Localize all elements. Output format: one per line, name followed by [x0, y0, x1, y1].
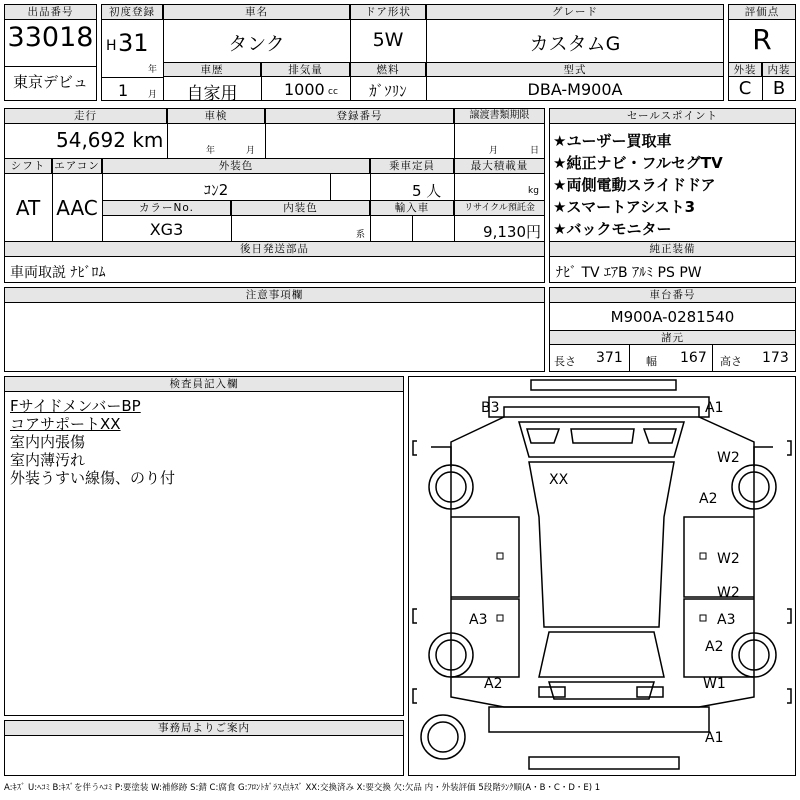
- inspector-note: 室内薄汚れ: [10, 451, 86, 469]
- chassis-label: 車台番号: [549, 287, 796, 303]
- debut-text: 東京デビュ: [12, 73, 88, 91]
- displacement-unit: cc: [328, 87, 338, 97]
- fuel-label: 燃料: [350, 62, 426, 77]
- transfer-day-unit: 日: [530, 146, 540, 156]
- era: H: [106, 38, 117, 54]
- ext-label: 外装: [728, 62, 762, 77]
- car-name: タンク: [228, 33, 285, 55]
- height: 173: [762, 350, 789, 366]
- damage-mark: A1: [705, 400, 724, 416]
- ext-color: ｺﾝ2: [203, 181, 229, 199]
- model: DBA-M900A: [527, 80, 623, 99]
- damage-mark: A2: [484, 676, 503, 692]
- damage-mark: W2: [717, 585, 740, 601]
- width-label: 幅: [646, 355, 657, 368]
- sales-point: ★バックモニター: [553, 220, 672, 238]
- damage-mark: W2: [717, 450, 740, 466]
- damage-mark: A1: [705, 730, 724, 746]
- dims-label: 諸元: [549, 330, 796, 345]
- int-label: 内装: [762, 62, 796, 77]
- import-label: 輸入車: [370, 200, 454, 216]
- recycle-label: リサイクル預託金: [454, 200, 545, 216]
- car-name-label: 車名: [163, 4, 350, 20]
- legend-text: A:ｷｽﾞ U:ﾍｺﾐ B:ｷｽﾞを伴うﾍｺﾐ P:要塗装 W:補修跡 S:錆 C:腐食 G:ﾌﾛﾝﾄｶﾞﾗｽ点ｷｽﾞ XX:交換済み X:要交換 欠:欠品 内・外装評価 5段階ﾗﾝｸ順(A・B・C・D・E) 1: [4, 783, 601, 793]
- equipment: ﾅﾋﾞ TV ｴｱB ｱﾙﾐ PS PW: [556, 265, 702, 281]
- length-label: 長さ: [554, 355, 576, 368]
- inspector-label: 検査員記入欄: [4, 376, 404, 392]
- score: R: [752, 23, 772, 56]
- inspector-note: コアサポートXX: [10, 415, 121, 433]
- ac-type: AAC: [56, 196, 98, 220]
- chassis-number: M900A-0281540: [610, 308, 735, 326]
- damage-mark: A2: [699, 491, 718, 507]
- ext-color-label: 外装色: [102, 158, 370, 174]
- insp-month-unit: 月: [246, 146, 256, 156]
- transfer-label: 譲渡書類期限: [454, 108, 545, 124]
- inspector-note: 外装うすい線傷、のり付: [10, 469, 176, 487]
- history: 自家用: [186, 84, 238, 104]
- notes-label: 注意事項欄: [4, 287, 545, 303]
- sales-point: ★ユーザー買取車: [553, 132, 672, 150]
- shift-label: シフト: [4, 158, 52, 174]
- mileage: 54,692 km: [56, 128, 164, 152]
- height-label: 高さ: [720, 355, 742, 368]
- later-parts-label: 後日発送部品: [4, 241, 545, 257]
- reg-year: 31: [118, 29, 149, 57]
- load-label: 最大積載量: [454, 158, 545, 174]
- office-label: 事務局よりご案内: [4, 720, 404, 736]
- first-reg-label: 初度登録: [101, 4, 163, 20]
- damage-mark: A3: [469, 612, 488, 628]
- damage-mark: XX: [549, 472, 569, 488]
- score-label: 評価点: [728, 4, 796, 20]
- damage-mark: A2: [705, 639, 724, 655]
- displacement: 1000: [284, 80, 325, 99]
- width: 167: [680, 350, 707, 366]
- year-unit: 年: [148, 65, 158, 75]
- model-label: 型式: [426, 62, 724, 77]
- inspector-note: FサイドメンバーBP: [10, 397, 141, 415]
- car-diagram: [408, 376, 796, 776]
- reg-month: 1: [118, 81, 129, 100]
- int-color-unit: 系: [356, 230, 366, 240]
- damage-mark: B3: [481, 400, 500, 416]
- capacity-label: 乗車定員: [370, 158, 454, 174]
- color-no-label: カラーNo.: [102, 200, 231, 216]
- damage-mark: W1: [703, 676, 726, 692]
- int-color-label: 内装色: [231, 200, 370, 216]
- color-no: XG3: [149, 220, 184, 239]
- inspection-label: 車検: [167, 108, 265, 124]
- equip-label: 純正装備: [549, 241, 796, 257]
- load-unit: kg: [528, 186, 539, 196]
- insp-year-unit: 年: [206, 146, 216, 156]
- shift: AT: [15, 196, 41, 220]
- door-type: 5W: [372, 29, 404, 51]
- ext-grade: C: [738, 78, 752, 99]
- later-parts: 車両取説 ﾅﾋﾞﾛﾑ: [10, 265, 106, 281]
- fuel: ｶﾞｿﾘﾝ: [369, 82, 407, 100]
- length: 371: [596, 350, 623, 366]
- history-label: 車歴: [163, 62, 261, 77]
- ac-label: エアコン: [52, 158, 102, 174]
- month-unit: 月: [148, 90, 158, 100]
- sales-point: ★純正ナビ・フルセグTV: [553, 154, 723, 172]
- lot-number: 33018: [7, 22, 94, 53]
- damage-mark: A3: [717, 612, 736, 628]
- displacement-label: 排気量: [261, 62, 350, 77]
- transfer-month-unit: 月: [489, 146, 499, 156]
- damage-mark: W2: [717, 551, 740, 567]
- sales-label: セールスポイント: [549, 108, 796, 124]
- lot-label: 出品番号: [4, 4, 97, 20]
- recycle-fee: 9,130円: [483, 223, 541, 241]
- sales-point: ★両側電動スライドドア: [553, 176, 716, 194]
- grade: カスタムG: [529, 33, 621, 55]
- reg-number-label: 登録番号: [265, 108, 454, 124]
- inspector-note: 室内内張傷: [10, 433, 86, 451]
- int-grade: B: [772, 78, 786, 99]
- door-label: ドア形状: [350, 4, 426, 20]
- grade-label: グレード: [426, 4, 724, 20]
- sales-point: ★スマートアシスト3: [553, 198, 696, 216]
- capacity: 5 人: [412, 182, 442, 200]
- mileage-label: 走行: [4, 108, 167, 124]
